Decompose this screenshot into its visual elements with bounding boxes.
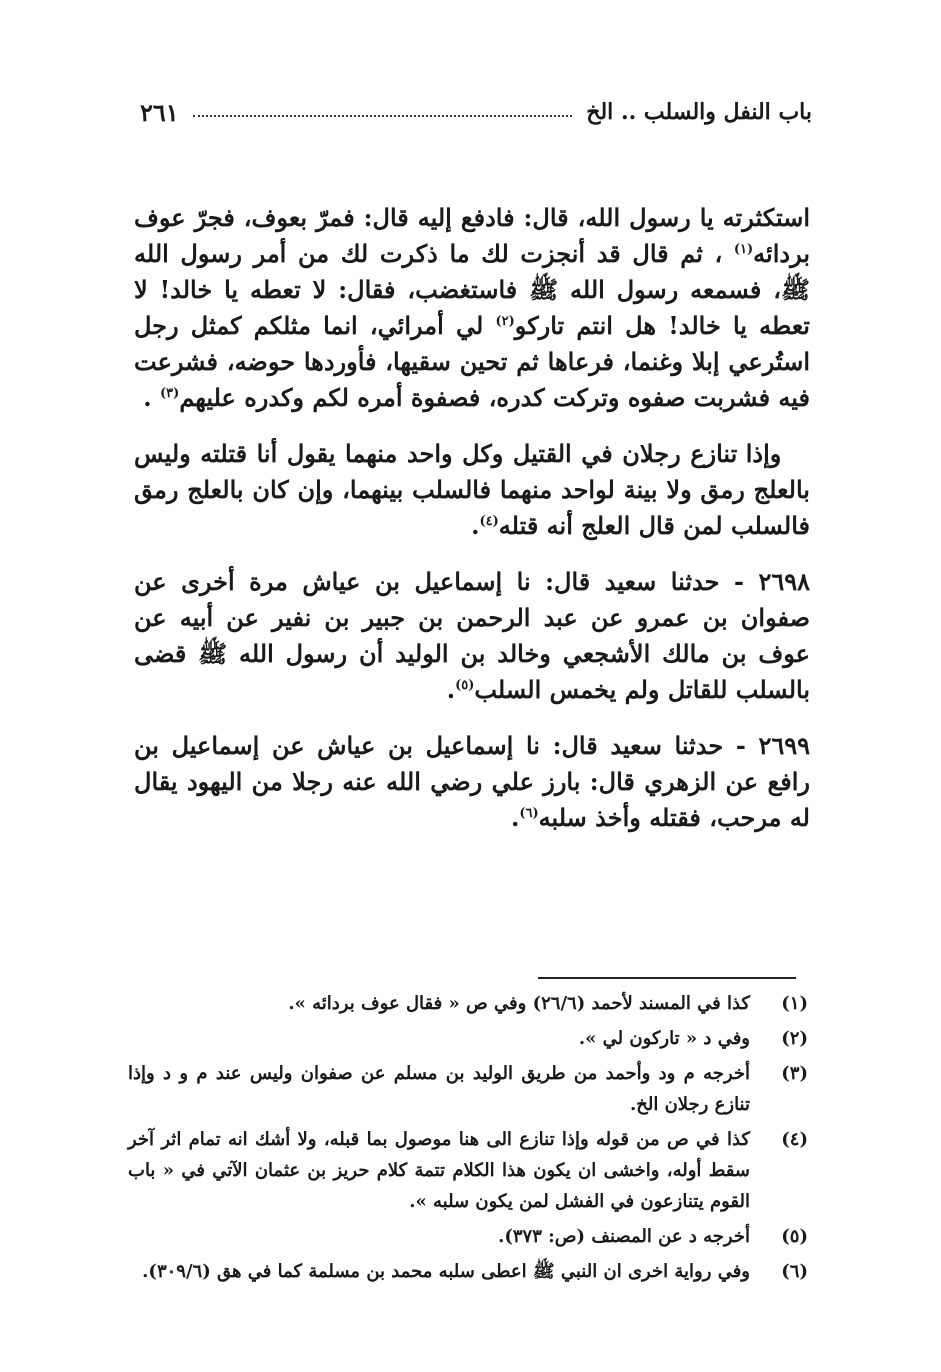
paragraph-text: ، ثم قال قد أنجزت لك ما ذكرت لك من أمر رسول الله ﷺ، فسمعه رسول الله ﷺ فاستغضب، فقال: لا تعطه يا خالد! لا تعطه يا خالد! هل انتم تاركو	[134, 239, 810, 340]
page-header	[140, 92, 812, 132]
footnote-number: (٥)	[781, 1226, 808, 1247]
footnote-6	[128, 1256, 808, 1287]
footnote-text: كذا في ص من قوله وإذا تنازع الى هنا موصول بما قبله، ولا أشك انه تمام اثر آخر سقط أوله، واخشى ان يكون هذا الكلام تتمة كلام حريز بن عثمان الآتي في « باب القوم يتنازعون في الفشل لمن يكون سلبه ».	[128, 1129, 750, 1212]
paragraph-text: وإذا تنازع رجلان في القتيل وكل واحد منهما يقول أنا قتلته وليس بالعلج رمق ولا بينة لواحد منهما فالسلب بينهما، وإن كان بالعلج رمق فالسلب لمن قال العلج أنه قتله	[134, 439, 810, 540]
footnote-2	[128, 1023, 808, 1054]
hadith-2698	[134, 564, 810, 708]
footnote-number: (١)	[781, 993, 808, 1014]
footnote-text: أخرجه م ود وأحمد من طريق الوليد بن مسلم عن صفوان وليس عند م و د وإذا تنازع رجلان الخ.	[128, 1063, 750, 1115]
paragraph-end: .	[446, 675, 456, 704]
footnote-text: كذا في المسند لأحمد (٢٦/٦) وفي ص « فقال عوف بردائه ».	[288, 993, 750, 1014]
footnote-ref: (١)	[733, 242, 754, 257]
paragraph-text: - حدثنا سعيد قال: نا إسماعيل بن عياش مرة أخرى عن صفوان بن عمرو عن عبد الرحمن بن جبير بن نفير عن أبيه عن عوف بن مالك الأشجعي وخالد بن الوليد أن رسول الله ﷺ قضى بالسلب للقاتل ولم يخمس السلب	[134, 567, 811, 704]
main-text	[134, 200, 810, 856]
hadith-number: ٢٦٩٨	[758, 567, 811, 596]
paragraph-end: .	[510, 803, 520, 832]
footnote-5	[128, 1221, 808, 1252]
paragraph-end: .	[143, 383, 152, 412]
running-title: باب النفل والسلب .. الخ	[586, 99, 812, 125]
footnote-separator	[538, 977, 796, 979]
footnote-ref: (٦)	[519, 806, 539, 821]
footnote-ref: (٤)	[479, 514, 499, 529]
footnote-4	[128, 1124, 808, 1217]
footnote-number: (٣)	[781, 1063, 808, 1084]
footnote-number: (٦)	[781, 1261, 808, 1282]
paragraph-2	[134, 436, 810, 544]
footnote-ref: (٢)	[495, 314, 515, 329]
footnotes	[128, 988, 808, 1291]
footnote-text: وفي رواية اخرى ان النبي ﷺ اعطى سلبه محمد بن مسلمة كما في هق (٣٠٩/٦).	[142, 1261, 750, 1282]
footnote-number: (٢)	[781, 1028, 808, 1049]
footnote-number: (٤)	[781, 1129, 808, 1150]
footnote-ref: (٣)	[160, 386, 180, 401]
paragraph-1	[134, 200, 810, 416]
paragraph-text: استكثرته يا رسول الله، قال: فادفع إليه قال: فمرّ بعوف، فجرّ عوف بردائه	[134, 203, 810, 268]
footnote-3	[128, 1058, 808, 1120]
footnote-text: وفي د « تاركون لي ».	[578, 1028, 750, 1049]
footnote-text: أخرجه د عن المصنف (ص: ٣٧٣).	[498, 1226, 750, 1247]
page-number: ٢٦١	[140, 97, 179, 127]
paragraph-end: .	[471, 511, 480, 540]
dotted-leader	[193, 115, 573, 117]
hadith-number: ٢٦٩٩	[758, 731, 810, 760]
footnote-1	[128, 988, 808, 1019]
hadith-2699	[134, 728, 810, 836]
paragraph-text: لي أمرائي، انما مثلكم كمثل رجل استُرعي إبلا وغنما، فرعاها ثم تحين سقيها، فأوردها حوضه، فشرعت فيه فشربت صفوه وتركت كدره، فصفوة أمره لكم وكدره عليهم	[134, 311, 810, 412]
footnote-ref: (٥)	[455, 678, 475, 693]
paragraph-text: - حدثنا سعيد قال: نا إسماعيل بن عياش عن إسماعيل بن رافع عن الزهري قال: بارز علي رضي الله عنه رجلا من اليهود يقال له مرحب، فقتله وأخذ سلبه	[134, 731, 810, 832]
